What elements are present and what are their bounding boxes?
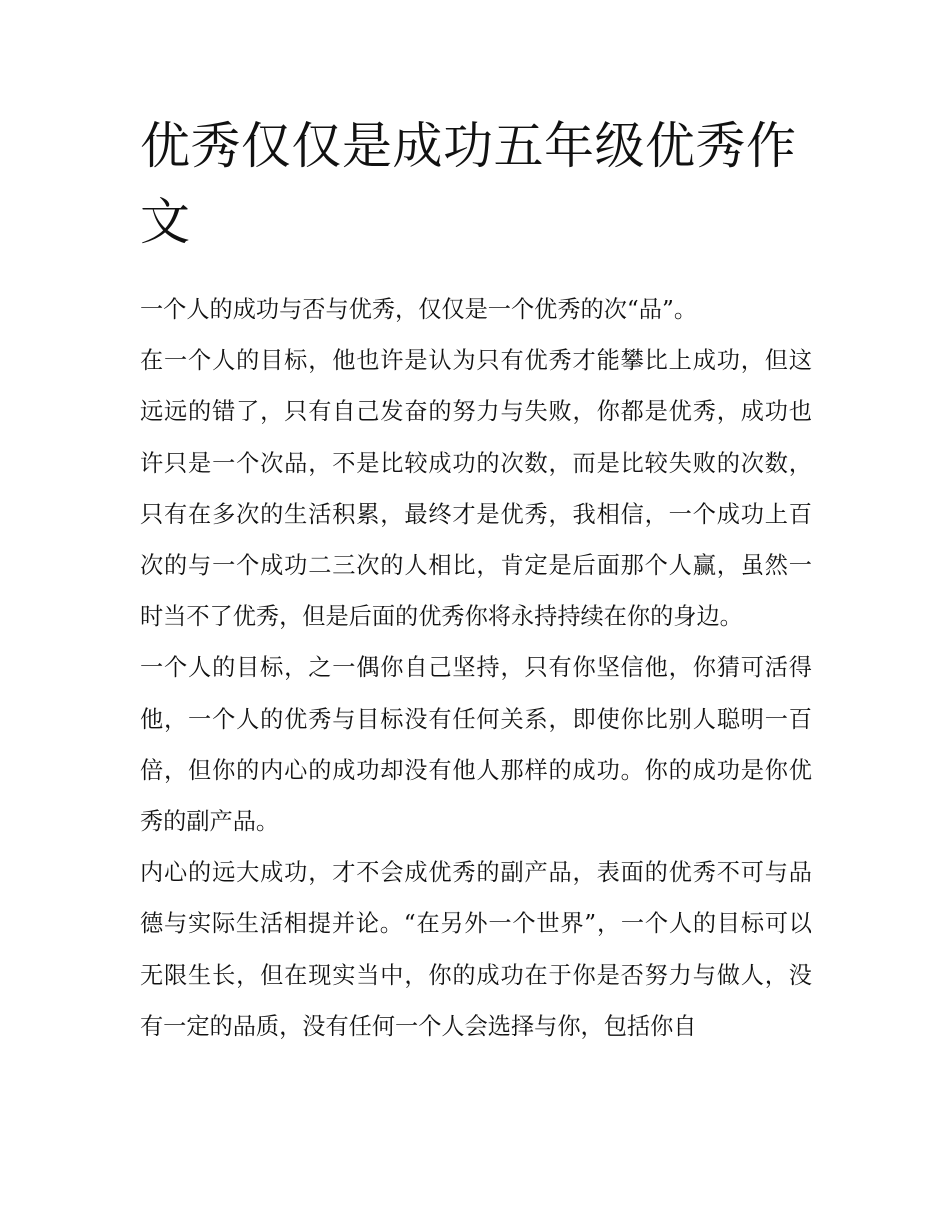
document-content <box>140 108 812 1052</box>
paragraph-4: 内心的远大成功，才不会成优秀的副产品，表面的优秀不可与品德与实际生活相提并论。“在另外一个世界”，一个人的目标可以无限生长，但在现实当中，你的成功在于你是否努力与做人，没有一定的品质，没有任何一个人会选择与你，包括你自 <box>140 859 812 1040</box>
paragraph-3: 一个人的目标，之一偶你自己坚持，只有你坚信他，你猜可活得他，一个人的优秀与目标没有任何关系，即使你比别人聪明一百倍，但你的内心的成功却没有他人那样的成功。你的成功是你优秀的副产品。 <box>140 654 812 836</box>
document-body <box>140 284 812 1052</box>
paragraph-2: 在一个人的目标，他也许是认为只有优秀才能攀比上成功，但这远远的错了，只有自己发奋的努力与失败，你都是优秀，成功也许只是一个次品，不是比较成功的次数，而是比较失败的次数，只有在多次的生活积累，最终才是优秀，我相信，一个成功上百次的与一个成功二三次的人相比，肯定是后面那个人赢，虽然一时当不了优秀，但是后面的优秀你将永持持续在你的身边。 <box>140 347 812 631</box>
paragraph-1: 一个人的成功与否与优秀，仅仅是一个优秀的次“品”。 <box>140 296 698 323</box>
document-title: 优秀仅仅是成功五年级优秀作文 <box>140 117 797 251</box>
